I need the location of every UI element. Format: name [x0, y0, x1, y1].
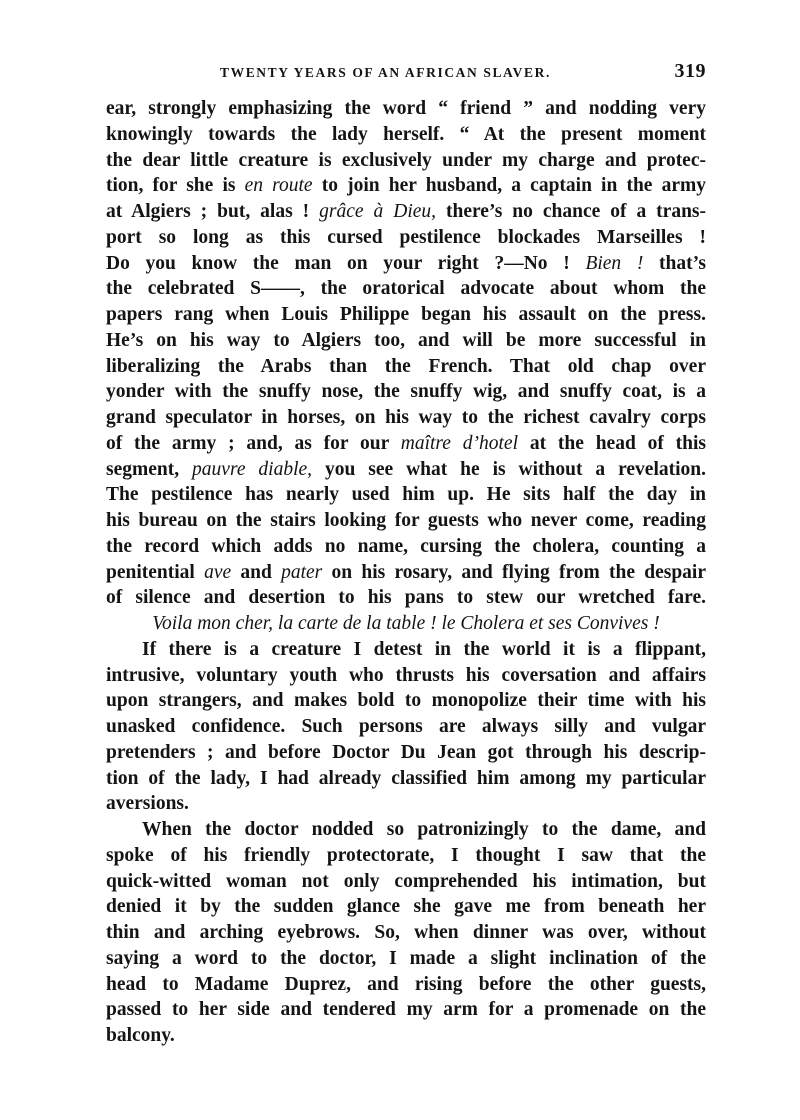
text-line: passed to her side and tendered my arm for a promenade on the [106, 999, 706, 1021]
text-line: unasked confidence. Such persons are always silly and vulgar [106, 716, 706, 737]
text-line: port so long as this cursed pestilence blockades Marseilles ! [106, 226, 706, 248]
text-line: denied it by the sudden glance she gave me from beneath her [106, 896, 706, 918]
paragraph-3 [106, 817, 706, 1049]
text-line: He’s on his way to Algiers too, and will be more successful in [106, 329, 706, 351]
text-run: on his rosary, and flying from the despair [322, 561, 706, 583]
text-line: aversions. [106, 793, 189, 815]
text-line: upon strangers, and makes bold to monopolize their time with his [106, 690, 706, 712]
text-line [106, 560, 706, 586]
italic-phrase: grâce à Dieu, [319, 201, 437, 222]
text-line: thin and arching eyebrows. So, when dinner was over, without [106, 922, 706, 943]
text-line: papers rang when Louis Philippe began his assault on the press. [106, 304, 706, 325]
text-line: When the doctor nodded so patronizingly to the dame, and [142, 819, 706, 840]
text-line [106, 457, 706, 483]
italic-phrase: pater [281, 561, 323, 583]
italic-phrase: pauvre diable, [192, 458, 313, 480]
text-line: The pestilence has nearly used him up. He sits half the day in [106, 484, 706, 506]
body-text [106, 96, 706, 1049]
text-line: the dear little creature is exclusively under my charge and protec- [106, 149, 706, 171]
text-run: tion, for she is [106, 175, 245, 197]
text-line: intrusive, voluntary youth who thrusts his coversation and affairs [106, 664, 706, 686]
text-line: liberalizing the Arabs than the French. That old chap over [106, 355, 706, 377]
running-title: TWENTY YEARS OF AN AFRICAN SLAVER. [220, 65, 551, 80]
text-line: saying a word to the doctor, I made a slight inclination of the [106, 947, 706, 969]
text-run: Do you know the man on your right ?—No ! [106, 252, 586, 274]
text-run: to join her husband, a captain in the army [312, 175, 706, 197]
text-line: head to Madame Duprez, and rising before the other guests, [106, 973, 706, 995]
italic-phrase: maître d’hotel [400, 432, 519, 454]
italic-phrase: Voila mon cher, la carte de la table ! le Cholera et ses Convives ! [152, 613, 660, 634]
text-line: yonder with the snuffy nose, the snuffy wig, and snuffy coat, is a [106, 381, 706, 403]
text-line [106, 199, 706, 225]
italic-phrase: Bien ! [585, 252, 644, 274]
text-line [106, 251, 706, 277]
text-line: quick-witted woman not only comprehended his intimation, but [106, 870, 706, 892]
text-run: of the army ; and, as for our [106, 432, 401, 454]
text-run: at the head of this [518, 432, 706, 454]
running-header [106, 60, 706, 86]
text-run: segment, [106, 458, 193, 480]
italic-phrase: ave [204, 561, 232, 583]
text-run: that’s [643, 252, 706, 274]
text-line: the record which adds no name, cursing the cholera, counting a [106, 535, 706, 557]
text-line: the celebrated S——, the oratorical advocate about whom the [106, 278, 706, 300]
text-run: at Algiers ; but, alas ! [106, 201, 320, 222]
text-run: you see what he is without a revelation. [312, 458, 706, 480]
text-line: spoke of his friendly protectorate, I thought I saw that the [106, 844, 706, 866]
page-number: 319 [674, 60, 706, 82]
text-line: If there is a creature I detest in the world it is a flippant, [142, 638, 706, 660]
text-line: tion of the lady, I had already classified him among my particular [106, 767, 706, 789]
text-line: balcony. [106, 1025, 175, 1046]
paragraph-2 [106, 637, 706, 817]
text-run: and [231, 561, 282, 583]
italic-phrase: en route [244, 175, 313, 197]
text-line: of silence and desertion to his pans to stew our wretched fare. [106, 587, 706, 609]
text-line: his bureau on the stairs looking for guests who never come, reading [106, 510, 706, 531]
text-line: knowingly towards the lady herself. “ At the present moment [106, 123, 706, 145]
text-run: there’s no chance of a trans- [436, 201, 706, 222]
text-line: pretenders ; and before Doctor Du Jean got through his descrip- [106, 741, 706, 763]
text-line: ear, strongly emphasizing the word “ friend ” and nodding very [106, 98, 706, 119]
paragraph-1 [106, 96, 706, 637]
text-line: grand speculator in horses, on his way to the richest cavalry corps [106, 407, 706, 428]
text-run: penitential [106, 561, 205, 583]
text-line [106, 611, 706, 637]
text-line [106, 173, 706, 199]
text-line [106, 431, 706, 457]
